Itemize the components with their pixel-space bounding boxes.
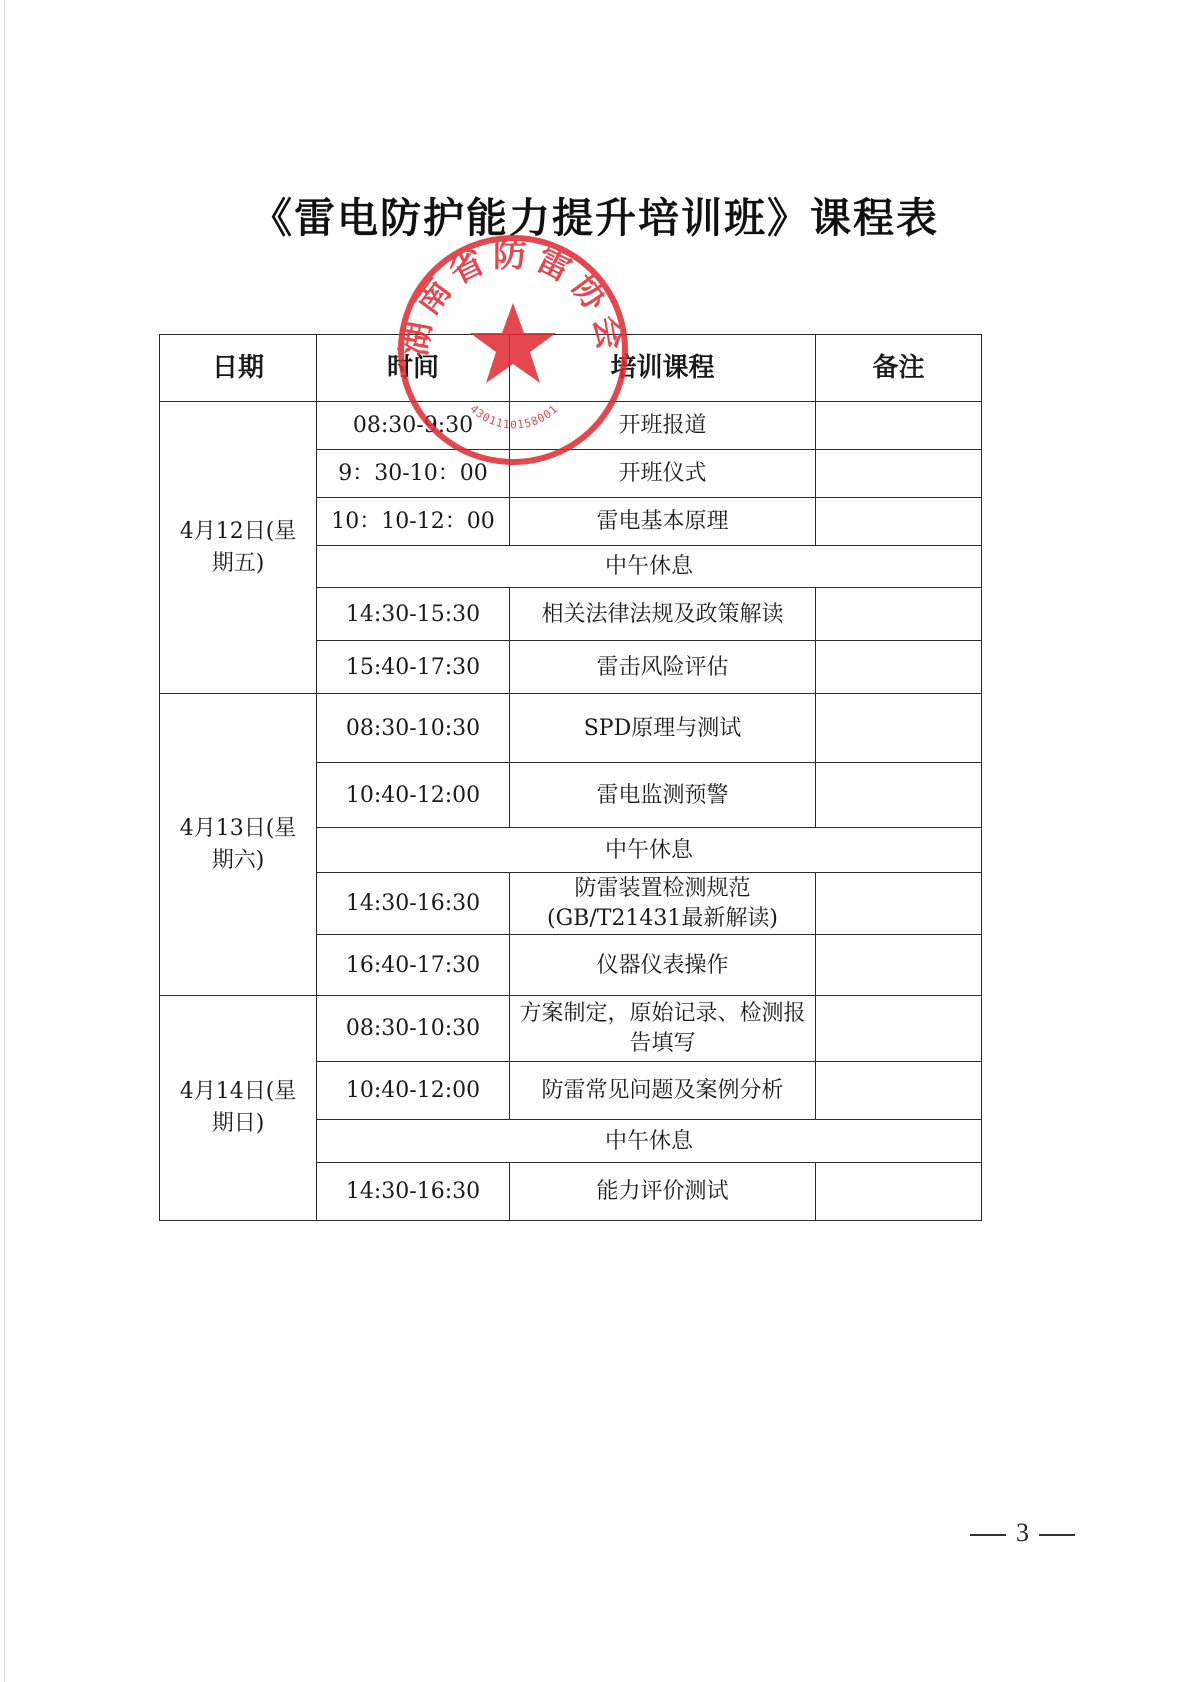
time-cell: 10:40-12:00 [317, 1062, 510, 1120]
note-cell [816, 1062, 982, 1120]
table-row [160, 996, 982, 1062]
course-cell: SPD原理与测试 [510, 694, 816, 763]
course-cell: 方案制定，原始记录、检测报告填写 [510, 996, 816, 1062]
header-note: 备注 [816, 335, 982, 402]
course-cell: 相关法律法规及政策解读 [510, 588, 816, 641]
note-cell [816, 763, 982, 828]
course-cell: 雷电监测预警 [510, 763, 816, 828]
note-cell [816, 588, 982, 641]
date-cell: 4月12日(星期五) [160, 402, 317, 694]
date-cell: 4月13日(星期六) [160, 694, 317, 996]
course-cell: 开班仪式 [510, 450, 816, 498]
note-cell [816, 450, 982, 498]
time-cell: 08:30-10:30 [317, 694, 510, 763]
course-cell: 开班报道 [510, 402, 816, 450]
note-cell [816, 402, 982, 450]
note-cell [816, 873, 982, 935]
course-cell: 防雷装置检测规范(GB/T21431最新解读) [510, 873, 816, 935]
document-title: 《雷电防护能力提升培训班》课程表 [251, 194, 939, 242]
header-time: 时间 [317, 335, 510, 402]
time-cell: 16:40-17:30 [317, 935, 510, 996]
course-cell: 仪器仪表操作 [510, 935, 816, 996]
lunch-break-cell: 中午休息 [317, 828, 982, 873]
time-cell: 15:40-17:30 [317, 641, 510, 694]
course-cell: 雷击风险评估 [510, 641, 816, 694]
page-number-value: 3 [1016, 1518, 1029, 1547]
course-cell: 能力评价测试 [510, 1163, 816, 1221]
note-cell [816, 1163, 982, 1221]
note-cell [816, 996, 982, 1062]
page-number-dash-left [970, 1534, 1006, 1536]
note-cell [816, 498, 982, 546]
time-cell: 10:40-12:00 [317, 763, 510, 828]
table-row [160, 402, 982, 450]
note-cell [816, 694, 982, 763]
course-cell: 防雷常见问题及案例分析 [510, 1062, 816, 1120]
time-cell: 14:30-16:30 [317, 1163, 510, 1221]
date-cell: 4月14日(星期日) [160, 996, 317, 1221]
lunch-break-cell: 中午休息 [317, 1120, 982, 1163]
page-number [960, 1518, 1085, 1548]
table-row [160, 694, 982, 763]
seal-code-arc: 4301110158001 [467, 402, 561, 432]
header-date: 日期 [160, 335, 317, 402]
course-cell: 雷电基本原理 [510, 498, 816, 546]
time-cell: 08:30-9:30 [317, 402, 510, 450]
note-cell [816, 641, 982, 694]
header-course: 培训课程 [510, 335, 816, 402]
lunch-break-cell: 中午休息 [317, 546, 982, 588]
page-number-dash-right [1039, 1534, 1075, 1536]
time-cell: 14:30-15:30 [317, 588, 510, 641]
time-cell: 08:30-10:30 [317, 996, 510, 1062]
course-schedule-table [159, 334, 982, 1221]
table-header-row [160, 335, 982, 402]
page-edge [4, 0, 5, 1682]
time-cell: 10：10-12：00 [317, 498, 510, 546]
seal-text-arc: 湖南省防雷协会 [394, 235, 632, 359]
time-cell: 9：30-10：00 [317, 450, 510, 498]
note-cell [816, 935, 982, 996]
time-cell: 14:30-16:30 [317, 873, 510, 935]
